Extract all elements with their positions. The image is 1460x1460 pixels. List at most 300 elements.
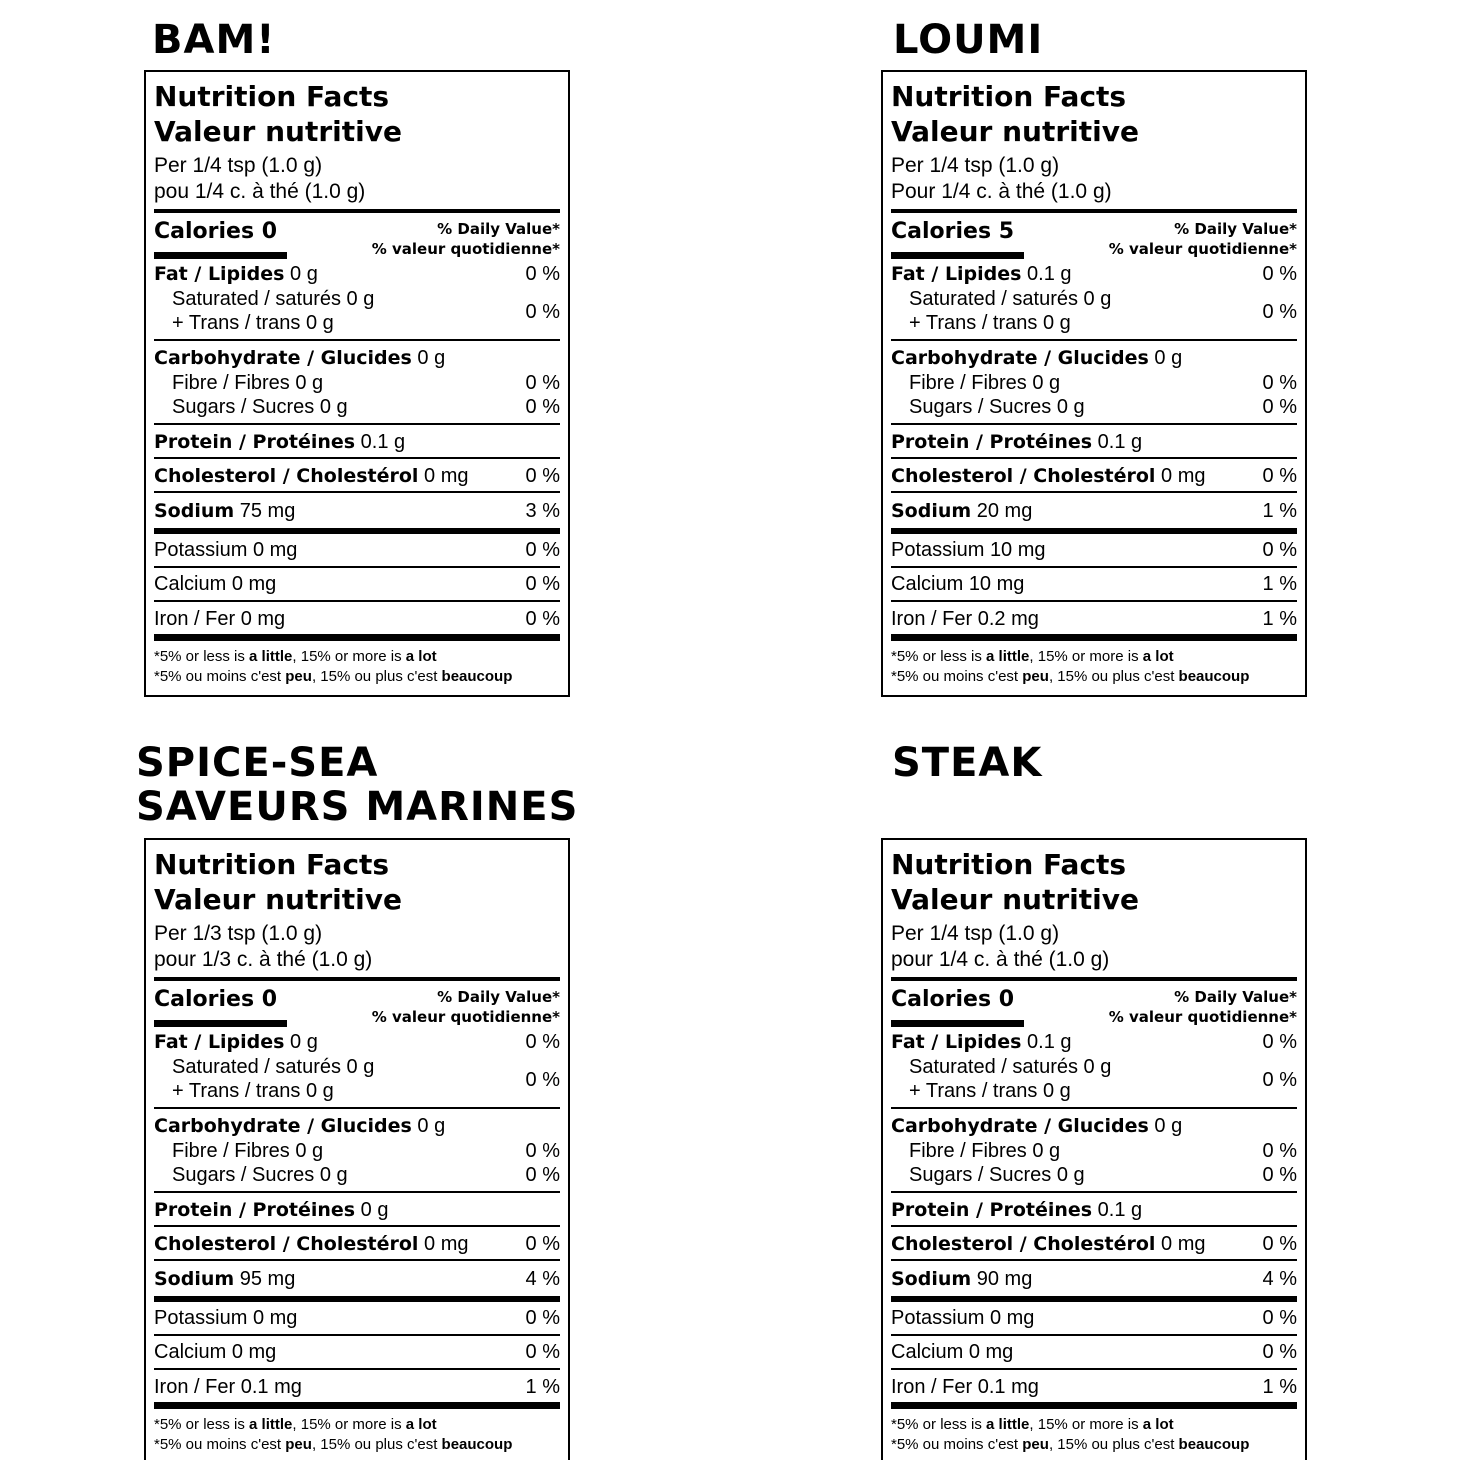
divider xyxy=(891,600,1297,602)
heading-en: Nutrition Facts xyxy=(154,80,390,113)
fat-dv: 0 % xyxy=(525,263,560,285)
footnote-text: *5% ou moins c'est xyxy=(154,1436,286,1453)
calcium-label: Calcium xyxy=(154,1341,227,1363)
trans-value: 0 g xyxy=(1042,312,1071,334)
heading-fr: Valeur nutritive xyxy=(154,115,402,148)
nutrition-facts-panel xyxy=(144,838,570,1460)
footnote-text: , 15% ou plus c'est xyxy=(311,1436,442,1453)
heading-fr: Valeur nutritive xyxy=(891,115,1139,148)
divider xyxy=(154,339,560,341)
divider xyxy=(154,566,560,568)
serving-size-en: Per 1/4 tsp (1.0 g) xyxy=(891,922,1060,945)
iron-label: Iron / Fer xyxy=(891,608,973,630)
fat-value: 0.1 g xyxy=(1027,1031,1072,1053)
calories: Calories 5 xyxy=(891,219,1015,244)
carbohydrate-row xyxy=(154,346,445,370)
product-title-bam xyxy=(152,18,276,62)
sugars-row xyxy=(172,1163,348,1187)
footnote-en xyxy=(891,647,1174,667)
sodium-value: 95 mg xyxy=(239,1268,296,1290)
trans-label: + Trans / trans xyxy=(172,1080,301,1102)
footnote-en xyxy=(154,1415,437,1435)
footnote-en xyxy=(891,1415,1174,1435)
chol-dv: 0 % xyxy=(525,465,560,487)
fibre-label: Fibre / Fibres xyxy=(909,1140,1027,1162)
product-title-line: BAM! xyxy=(152,17,276,63)
divider-thick xyxy=(891,528,1297,534)
iron-dv: 1 % xyxy=(1262,1376,1297,1398)
divider xyxy=(891,1334,1297,1336)
fibre-label: Fibre / Fibres xyxy=(172,1140,290,1162)
calories: Calories 0 xyxy=(154,987,278,1012)
sugars-dv: 0 % xyxy=(525,1164,560,1186)
footnote-text: *5% or less is xyxy=(891,648,987,665)
footnote-bold: a little xyxy=(986,1416,1030,1433)
footnote-text: *5% ou moins c'est xyxy=(891,1436,1023,1453)
serving-size-fr: pour 1/3 c. à thé (1.0 g) xyxy=(154,948,373,971)
daily-value-header-en: % Daily Value* xyxy=(1174,988,1297,1006)
heading-en: Nutrition Facts xyxy=(891,848,1127,881)
serving-size-en: Per 1/3 tsp (1.0 g) xyxy=(154,922,323,945)
fat-dv: 0 % xyxy=(1262,1031,1297,1053)
chol-label: Cholesterol / Cholestérol xyxy=(154,1233,419,1255)
protein-row xyxy=(891,1198,1142,1222)
potassium-row xyxy=(891,538,1046,562)
fat-value: 0 g xyxy=(290,263,318,285)
daily-value-header-fr: % valeur quotidienne* xyxy=(1108,240,1297,258)
divider xyxy=(891,491,1297,493)
calcium-label: Calcium xyxy=(154,573,227,595)
protein-label: Protein / Protéines xyxy=(154,431,356,453)
daily-value-header-en: % Daily Value* xyxy=(437,988,560,1006)
divider-calories xyxy=(154,252,287,259)
sodium-label: Sodium xyxy=(891,500,972,522)
carb-label: Carbohydrate / Glucides xyxy=(154,1115,412,1137)
fat-dv: 0 % xyxy=(525,1031,560,1053)
calories: Calories 0 xyxy=(891,987,1015,1012)
serving-size-en: Per 1/4 tsp (1.0 g) xyxy=(154,154,323,177)
protein-value: 0 g xyxy=(360,1199,389,1221)
product-title-spice-sea xyxy=(136,741,578,829)
trans-row xyxy=(909,311,1071,335)
footnote-text: *5% ou moins c'est xyxy=(154,668,286,685)
saturated-row xyxy=(909,287,1111,311)
fat-value: 0 g xyxy=(290,1031,318,1053)
protein-label: Protein / Protéines xyxy=(154,1199,356,1221)
cholesterol-row xyxy=(891,464,1205,488)
sugars-dv: 0 % xyxy=(1262,396,1297,418)
sat-value: 0 g xyxy=(346,1056,375,1078)
divider xyxy=(154,1259,560,1261)
footnote-bold: beaucoup xyxy=(1178,1436,1250,1453)
divider-thick xyxy=(154,1296,560,1302)
sat-trans-dv: 0 % xyxy=(525,1069,560,1091)
sugars-label: Sugars / Sucres xyxy=(909,1164,1052,1186)
trans-value: 0 g xyxy=(1042,1080,1071,1102)
sugars-label: Sugars / Sucres xyxy=(172,396,315,418)
carb-value: 0 g xyxy=(417,1115,446,1137)
divider xyxy=(891,457,1297,459)
sat-value: 0 g xyxy=(1083,288,1112,310)
fat-row xyxy=(154,262,318,286)
iron-row xyxy=(891,1375,1039,1399)
trans-value: 0 g xyxy=(305,1080,334,1102)
divider xyxy=(154,600,560,602)
serving-size-fr: pour 1/4 c. à thé (1.0 g) xyxy=(891,948,1110,971)
trans-label: + Trans / trans xyxy=(172,312,301,334)
potassium-row xyxy=(891,1306,1034,1330)
potassium-dv: 0 % xyxy=(525,539,560,561)
footnote-bold: beaucoup xyxy=(1178,668,1250,685)
sat-value: 0 g xyxy=(346,288,375,310)
footnote-text: , 15% or more is xyxy=(292,1416,406,1433)
sodium-dv: 4 % xyxy=(1262,1268,1297,1290)
footnote-bold: beaucoup xyxy=(441,668,513,685)
sat-trans-dv: 0 % xyxy=(1262,301,1297,323)
calcium-label: Calcium xyxy=(891,1341,964,1363)
fibre-value: 0 g xyxy=(295,372,324,394)
fat-label: Fat / Lipides xyxy=(154,1031,285,1053)
cholesterol-row xyxy=(154,1232,468,1256)
protein-row xyxy=(154,1198,388,1222)
potassium-dv: 0 % xyxy=(1262,539,1297,561)
product-title-line: SPICE-SEA xyxy=(136,740,379,786)
chol-value: 0 mg xyxy=(1161,1233,1206,1255)
divider-thick xyxy=(891,977,1297,981)
divider-thick xyxy=(154,634,560,641)
protein-row xyxy=(154,430,405,454)
fibre-row xyxy=(172,371,323,395)
calcium-row xyxy=(154,1340,276,1364)
divider xyxy=(891,339,1297,341)
iron-value: 0.1 mg xyxy=(240,1376,302,1398)
heading-en: Nutrition Facts xyxy=(154,848,390,881)
carbohydrate-row xyxy=(891,346,1182,370)
fibre-value: 0 g xyxy=(1032,372,1061,394)
fat-value: 0.1 g xyxy=(1027,263,1072,285)
footnote-text: , 15% or more is xyxy=(1029,1416,1143,1433)
saturated-row xyxy=(909,1055,1111,1079)
potassium-row xyxy=(154,1306,297,1330)
sodium-row xyxy=(154,499,295,523)
sat-label: Saturated / saturés xyxy=(909,288,1078,310)
fat-row xyxy=(154,1030,318,1054)
product-title-line: LOUMI xyxy=(893,17,1044,63)
sat-trans-dv: 0 % xyxy=(525,301,560,323)
potassium-label: Potassium xyxy=(154,1307,248,1329)
footnote-bold: a lot xyxy=(1142,1416,1174,1433)
protein-label: Protein / Protéines xyxy=(891,431,1093,453)
divider-thick xyxy=(154,1402,560,1409)
divider-thick xyxy=(154,209,560,213)
divider xyxy=(891,1225,1297,1227)
footnote-en xyxy=(154,647,437,667)
footnote-text: , 15% ou plus c'est xyxy=(1048,1436,1179,1453)
footnote-fr xyxy=(154,1435,512,1455)
potassium-value: 0 mg xyxy=(252,539,298,561)
saturated-row xyxy=(172,1055,374,1079)
calcium-row xyxy=(154,572,276,596)
cholesterol-row xyxy=(891,1232,1205,1256)
iron-value: 0 mg xyxy=(240,608,286,630)
divider-calories xyxy=(891,252,1024,259)
carb-value: 0 g xyxy=(417,347,446,369)
divider-thick xyxy=(891,1296,1297,1302)
iron-dv: 0 % xyxy=(525,608,560,630)
carbohydrate-row xyxy=(891,1114,1182,1138)
footnote-bold: peu xyxy=(1022,668,1049,685)
trans-row xyxy=(909,1079,1071,1103)
sodium-label: Sodium xyxy=(891,1268,972,1290)
heading-en: Nutrition Facts xyxy=(891,80,1127,113)
divider-thick xyxy=(891,634,1297,641)
iron-row xyxy=(154,607,285,631)
footnote-bold: a lot xyxy=(405,648,437,665)
fat-label: Fat / Lipides xyxy=(891,263,1022,285)
divider xyxy=(891,1259,1297,1261)
trans-label: + Trans / trans xyxy=(909,312,1038,334)
potassium-label: Potassium xyxy=(154,539,248,561)
fibre-row xyxy=(172,1139,323,1163)
protein-value: 0.1 g xyxy=(360,431,406,453)
fibre-label: Fibre / Fibres xyxy=(909,372,1027,394)
daily-value-header-en: % Daily Value* xyxy=(1174,220,1297,238)
potassium-dv: 0 % xyxy=(1262,1307,1297,1329)
calcium-value: 0 mg xyxy=(968,1341,1014,1363)
chol-value: 0 mg xyxy=(424,465,469,487)
iron-label: Iron / Fer xyxy=(154,608,236,630)
sugars-dv: 0 % xyxy=(1262,1164,1297,1186)
carb-value: 0 g xyxy=(1154,347,1183,369)
divider xyxy=(891,1107,1297,1109)
protein-value: 0.1 g xyxy=(1097,1199,1143,1221)
trans-value: 0 g xyxy=(305,312,334,334)
potassium-label: Potassium xyxy=(891,539,985,561)
sodium-row xyxy=(154,1267,295,1291)
footnote-bold: a lot xyxy=(1142,648,1174,665)
iron-dv: 1 % xyxy=(1262,608,1297,630)
carb-label: Carbohydrate / Glucides xyxy=(154,347,412,369)
iron-row xyxy=(891,607,1039,631)
calcium-value: 0 mg xyxy=(231,573,277,595)
footnote-text: *5% or less is xyxy=(891,1416,987,1433)
footnote-text: , 15% or more is xyxy=(292,648,406,665)
iron-value: 0.1 mg xyxy=(977,1376,1039,1398)
divider xyxy=(154,1334,560,1336)
sugars-label: Sugars / Sucres xyxy=(909,396,1052,418)
sugars-row xyxy=(172,395,348,419)
divider xyxy=(154,1368,560,1370)
footnote-bold: peu xyxy=(1022,1436,1049,1453)
potassium-dv: 0 % xyxy=(525,1307,560,1329)
chol-label: Cholesterol / Cholestérol xyxy=(891,465,1156,487)
iron-label: Iron / Fer xyxy=(154,1376,236,1398)
heading-fr: Valeur nutritive xyxy=(154,883,402,916)
potassium-label: Potassium xyxy=(891,1307,985,1329)
divider xyxy=(154,1107,560,1109)
footnote-text: *5% or less is xyxy=(154,1416,250,1433)
divider-calories xyxy=(891,1020,1024,1027)
sodium-dv: 3 % xyxy=(525,500,560,522)
iron-label: Iron / Fer xyxy=(891,1376,973,1398)
daily-value-header-fr: % valeur quotidienne* xyxy=(371,240,560,258)
footnote-fr xyxy=(891,667,1249,687)
product-title-steak xyxy=(892,741,1042,785)
footnote-bold: peu xyxy=(285,668,312,685)
sat-label: Saturated / saturés xyxy=(172,288,341,310)
sodium-value: 20 mg xyxy=(976,500,1033,522)
chol-label: Cholesterol / Cholestérol xyxy=(154,465,419,487)
iron-row xyxy=(154,1375,302,1399)
sodium-label: Sodium xyxy=(154,500,235,522)
divider xyxy=(891,566,1297,568)
fibre-dv: 0 % xyxy=(525,372,560,394)
calories: Calories 0 xyxy=(154,219,278,244)
divider-thick xyxy=(154,977,560,981)
fat-row xyxy=(891,262,1072,286)
nutrition-facts-panel xyxy=(881,838,1307,1460)
divider xyxy=(891,1191,1297,1193)
trans-row xyxy=(172,1079,334,1103)
calcium-value: 0 mg xyxy=(231,1341,277,1363)
nutrition-facts-panel xyxy=(881,70,1307,697)
footnote-bold: a little xyxy=(249,1416,293,1433)
footnote-fr xyxy=(154,667,512,687)
calcium-dv: 0 % xyxy=(1262,1341,1297,1363)
heading-fr: Valeur nutritive xyxy=(891,883,1139,916)
sodium-value: 75 mg xyxy=(239,500,296,522)
divider-thick xyxy=(891,1402,1297,1409)
sodium-value: 90 mg xyxy=(976,1268,1033,1290)
product-title-line: STEAK xyxy=(892,740,1043,786)
potassium-value: 0 mg xyxy=(989,1307,1035,1329)
sodium-dv: 1 % xyxy=(1262,500,1297,522)
sugars-value: 0 g xyxy=(1056,396,1085,418)
chol-label: Cholesterol / Cholestérol xyxy=(891,1233,1156,1255)
fat-dv: 0 % xyxy=(1262,263,1297,285)
protein-label: Protein / Protéines xyxy=(891,1199,1093,1221)
daily-value-header-fr: % valeur quotidienne* xyxy=(371,1008,560,1026)
footnote-bold: a little xyxy=(986,648,1030,665)
sugars-label: Sugars / Sucres xyxy=(172,1164,315,1186)
divider xyxy=(154,1225,560,1227)
fibre-row xyxy=(909,371,1060,395)
calcium-dv: 1 % xyxy=(1262,573,1297,595)
footnote-bold: a lot xyxy=(405,1416,437,1433)
carb-label: Carbohydrate / Glucides xyxy=(891,1115,1149,1137)
fibre-value: 0 g xyxy=(295,1140,324,1162)
fat-label: Fat / Lipides xyxy=(154,263,285,285)
chol-dv: 0 % xyxy=(1262,1233,1297,1255)
carb-label: Carbohydrate / Glucides xyxy=(891,347,1149,369)
product-title-loumi xyxy=(893,18,1043,62)
fibre-dv: 0 % xyxy=(1262,372,1297,394)
footnote-fr xyxy=(891,1435,1249,1455)
chol-value: 0 mg xyxy=(424,1233,469,1255)
sat-value: 0 g xyxy=(1083,1056,1112,1078)
carbohydrate-row xyxy=(154,1114,445,1138)
fat-label: Fat / Lipides xyxy=(891,1031,1022,1053)
sugars-row xyxy=(909,395,1085,419)
footnote-text: , 15% ou plus c'est xyxy=(1048,668,1179,685)
carb-value: 0 g xyxy=(1154,1115,1183,1137)
divider xyxy=(154,423,560,425)
serving-size-fr: Pour 1/4 c. à thé (1.0 g) xyxy=(891,180,1112,203)
nutrition-facts-panel xyxy=(144,70,570,697)
footnote-text: *5% ou moins c'est xyxy=(891,668,1023,685)
calcium-dv: 0 % xyxy=(525,1341,560,1363)
sugars-row xyxy=(909,1163,1085,1187)
divider xyxy=(154,457,560,459)
footnote-text: , 15% ou plus c'est xyxy=(311,668,442,685)
divider xyxy=(891,1368,1297,1370)
sat-label: Saturated / saturés xyxy=(172,1056,341,1078)
sodium-row xyxy=(891,1267,1032,1291)
calcium-row xyxy=(891,1340,1013,1364)
potassium-row xyxy=(154,538,297,562)
sodium-label: Sodium xyxy=(154,1268,235,1290)
protein-value: 0.1 g xyxy=(1097,431,1143,453)
saturated-row xyxy=(172,287,374,311)
fibre-label: Fibre / Fibres xyxy=(172,372,290,394)
sugars-dv: 0 % xyxy=(525,396,560,418)
serving-size-fr: pou 1/4 c. à thé (1.0 g) xyxy=(154,180,366,203)
calcium-label: Calcium xyxy=(891,573,964,595)
iron-dv: 1 % xyxy=(525,1376,560,1398)
fibre-dv: 0 % xyxy=(1262,1140,1297,1162)
divider-thick xyxy=(154,528,560,534)
calcium-dv: 0 % xyxy=(525,573,560,595)
footnote-text: , 15% or more is xyxy=(1029,648,1143,665)
calcium-value: 10 mg xyxy=(968,573,1025,595)
footnote-text: *5% or less is xyxy=(154,648,250,665)
sugars-value: 0 g xyxy=(319,396,348,418)
chol-dv: 0 % xyxy=(1262,465,1297,487)
footnote-bold: a little xyxy=(249,648,293,665)
fibre-row xyxy=(909,1139,1060,1163)
sodium-dv: 4 % xyxy=(525,1268,560,1290)
chol-dv: 0 % xyxy=(525,1233,560,1255)
serving-size-en: Per 1/4 tsp (1.0 g) xyxy=(891,154,1060,177)
potassium-value: 0 mg xyxy=(252,1307,298,1329)
fat-row xyxy=(891,1030,1072,1054)
footnote-bold: peu xyxy=(285,1436,312,1453)
trans-row xyxy=(172,311,334,335)
divider xyxy=(154,491,560,493)
sat-trans-dv: 0 % xyxy=(1262,1069,1297,1091)
divider xyxy=(891,423,1297,425)
daily-value-header-fr: % valeur quotidienne* xyxy=(1108,1008,1297,1026)
cholesterol-row xyxy=(154,464,468,488)
daily-value-header-en: % Daily Value* xyxy=(437,220,560,238)
sodium-row xyxy=(891,499,1032,523)
divider-thick xyxy=(891,209,1297,213)
trans-label: + Trans / trans xyxy=(909,1080,1038,1102)
iron-value: 0.2 mg xyxy=(977,608,1039,630)
divider xyxy=(154,1191,560,1193)
divider-calories xyxy=(154,1020,287,1027)
fibre-dv: 0 % xyxy=(525,1140,560,1162)
potassium-value: 10 mg xyxy=(989,539,1046,561)
sugars-value: 0 g xyxy=(1056,1164,1085,1186)
product-title-line: SAVEURS MARINES xyxy=(136,784,579,830)
footnote-bold: beaucoup xyxy=(441,1436,513,1453)
sat-label: Saturated / saturés xyxy=(909,1056,1078,1078)
sugars-value: 0 g xyxy=(319,1164,348,1186)
chol-value: 0 mg xyxy=(1161,465,1206,487)
fibre-value: 0 g xyxy=(1032,1140,1061,1162)
protein-row xyxy=(891,430,1142,454)
